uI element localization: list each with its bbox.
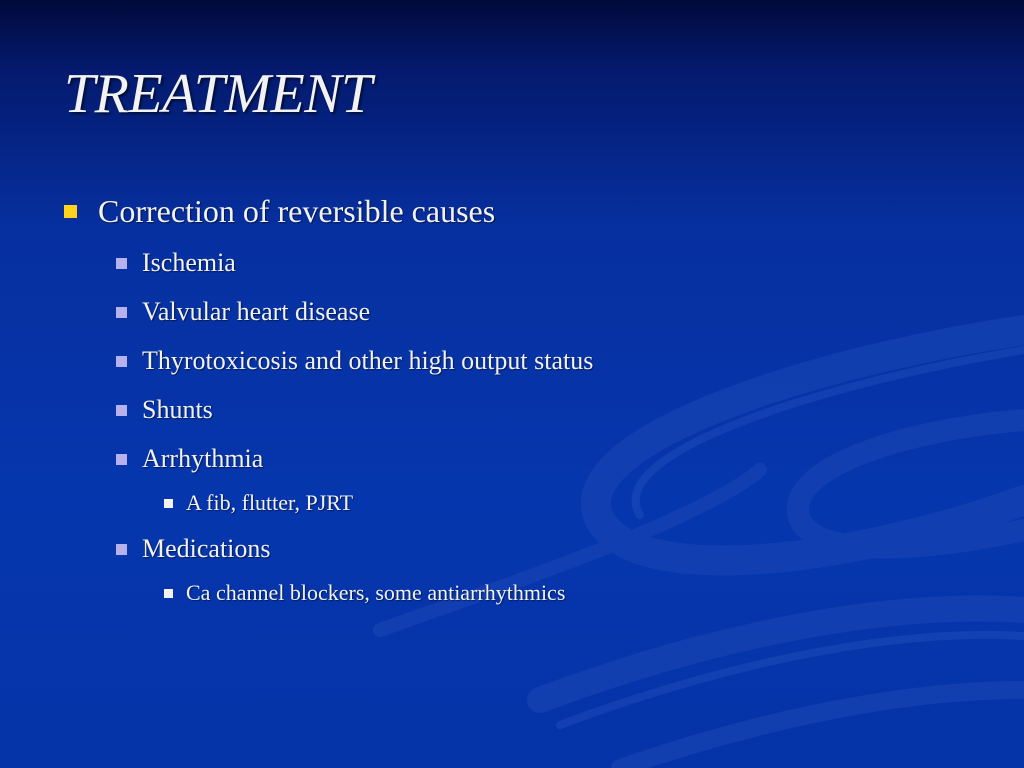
bullet-text: Medications xyxy=(142,534,271,563)
bullet-text: Shunts xyxy=(142,395,213,424)
bullet-text: Arrhythmia xyxy=(142,444,264,473)
yellow-square-bullet-icon xyxy=(64,205,77,218)
bullet-text: Ischemia xyxy=(142,248,236,277)
sub-sub-bullet-afib-flutter-pjrt xyxy=(164,489,353,517)
bullet-text: Ca channel blockers, some antiarrhythmics xyxy=(186,580,566,605)
white-square-bullet-icon xyxy=(164,589,173,598)
sub-bullet-valvular-heart-disease xyxy=(116,295,370,329)
lavender-square-bullet-icon xyxy=(116,405,127,416)
lavender-square-bullet-icon xyxy=(116,307,127,318)
white-square-bullet-icon xyxy=(164,499,173,508)
bullet-text: Valvular heart disease xyxy=(142,297,371,326)
bullet-item-reversible-causes xyxy=(64,191,495,231)
lavender-square-bullet-icon xyxy=(116,258,127,269)
slide-title: TREATMENT xyxy=(64,63,372,125)
sub-bullet-shunts xyxy=(116,393,213,427)
sub-bullet-medications xyxy=(116,532,271,566)
lavender-square-bullet-icon xyxy=(116,454,127,465)
lavender-square-bullet-icon xyxy=(116,544,127,555)
sub-sub-bullet-ca-channel-blockers xyxy=(164,579,565,607)
sub-bullet-arrhythmia xyxy=(116,442,263,476)
bullet-text: Correction of reversible causes xyxy=(98,193,496,229)
sub-bullet-thyrotoxicosis xyxy=(116,344,593,378)
bullet-text: A fib, flutter, PJRT xyxy=(186,490,354,515)
lavender-square-bullet-icon xyxy=(116,356,127,367)
sub-bullet-ischemia xyxy=(116,246,236,280)
bullet-text: Thyrotoxicosis and other high output status xyxy=(142,346,594,375)
